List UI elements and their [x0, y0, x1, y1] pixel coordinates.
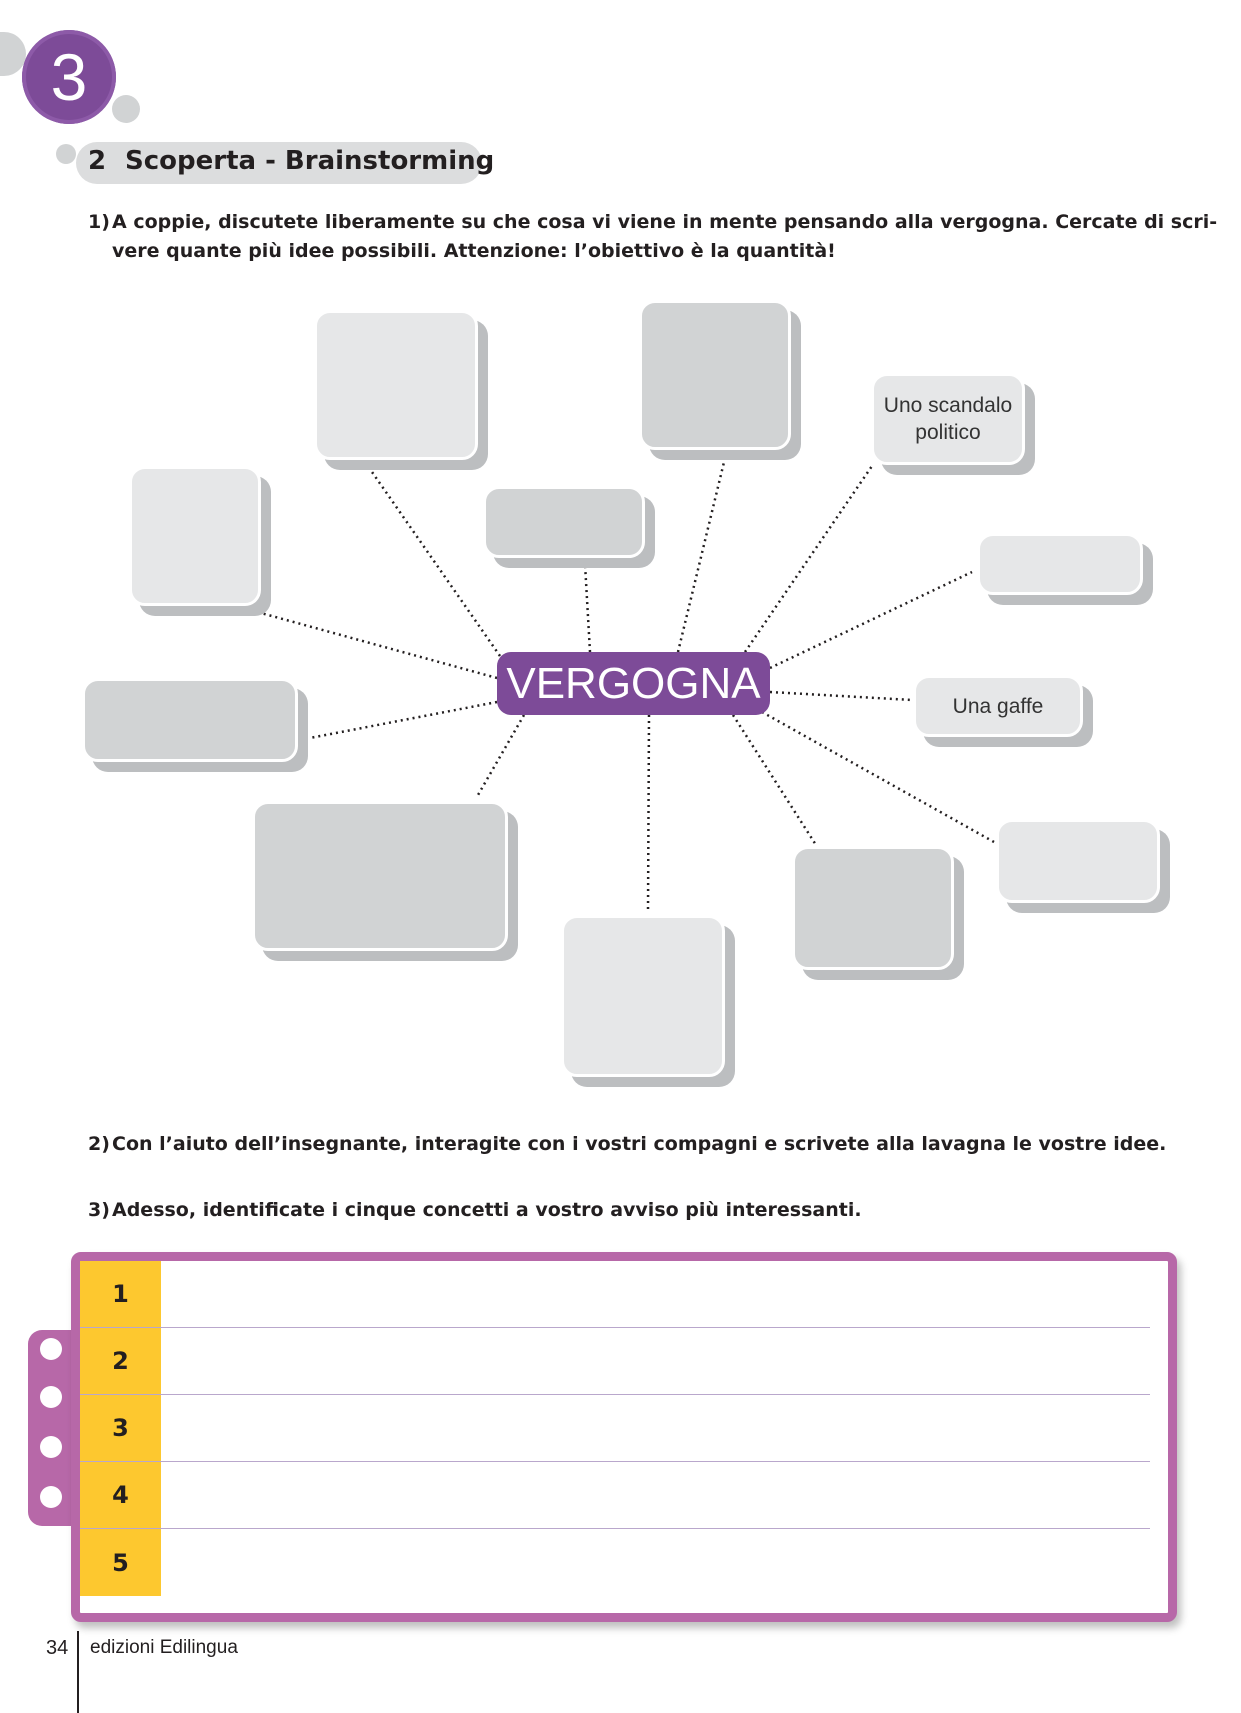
table-row: [80, 1529, 1150, 1596]
mindmap-center: VERGOGNA: [497, 652, 770, 715]
connector: [372, 472, 500, 656]
row-number: 5: [80, 1529, 161, 1596]
idea-text: Uno scandalo politico: [883, 394, 1013, 444]
idea-text: Una gaffe: [952, 694, 1044, 718]
row-number: 2: [80, 1328, 161, 1394]
instruction-number: 1): [88, 211, 110, 233]
connector: [310, 702, 497, 738]
answer-cell[interactable]: [161, 1328, 1150, 1394]
row-number: 3: [80, 1395, 161, 1461]
row-number: 4: [80, 1462, 161, 1528]
answer-cell[interactable]: [161, 1395, 1150, 1461]
instruction-text: Con l’aiuto dell’insegnante, interagite con i vostri compagni e scrivete alla lavagna le vostre idee.: [112, 1133, 1167, 1155]
instruction-1-cont: vere quante più idee possibili. Attenzione: l’obiettivo è la quantità!: [112, 240, 836, 262]
page-number: 34: [46, 1637, 69, 1659]
row-number: 1: [80, 1261, 161, 1327]
table-row: [80, 1395, 1150, 1462]
table-row: [80, 1261, 1150, 1328]
idea-box: [82, 678, 298, 762]
binder-hole: [40, 1486, 62, 1508]
idea-box-scandalo: [871, 373, 1025, 465]
connector: [648, 715, 649, 912]
connector: [770, 692, 912, 700]
binder-hole: [40, 1436, 62, 1458]
connector: [745, 466, 872, 652]
table-row: [80, 1462, 1150, 1529]
unit-badge: 3: [22, 30, 116, 124]
idea-box: [977, 533, 1143, 595]
instruction-text: Adesso, identificate i cinque concetti a vostro avviso più interessanti.: [112, 1199, 862, 1221]
instruction-number: 3): [88, 1199, 110, 1221]
connector: [678, 458, 725, 652]
idea-box: [483, 486, 645, 558]
idea-box: [314, 310, 478, 460]
answer-cell[interactable]: [161, 1261, 1150, 1327]
binder-hole: [40, 1338, 62, 1360]
section-number: 2: [88, 146, 107, 176]
instruction-2: [88, 1130, 1166, 1159]
binder-hole: [40, 1386, 62, 1408]
section-title: Scoperta - Brainstorming: [125, 146, 495, 176]
answer-cell[interactable]: [161, 1529, 1150, 1596]
connector: [733, 715, 816, 845]
instruction-3: [88, 1196, 862, 1225]
publisher-name: edizioni Edilingua: [90, 1637, 238, 1658]
table-row: [80, 1328, 1150, 1395]
connector: [250, 610, 497, 678]
connector: [770, 572, 972, 668]
idea-box: [792, 846, 954, 970]
idea-box: [996, 819, 1160, 903]
connector: [478, 715, 524, 795]
footer-divider: [77, 1631, 79, 1713]
idea-box: [639, 300, 791, 450]
instruction-text: A coppie, discutete liberamente su che cosa vi viene in mente pensando alla vergogna. Cercate di scri-: [112, 211, 1218, 233]
idea-box: [252, 801, 508, 951]
answer-cell[interactable]: [161, 1462, 1150, 1528]
idea-box: [561, 915, 725, 1077]
connector: [585, 564, 590, 652]
idea-box-gaffe: [913, 675, 1083, 737]
instruction-number: 2): [88, 1133, 110, 1155]
idea-box: [129, 466, 261, 606]
